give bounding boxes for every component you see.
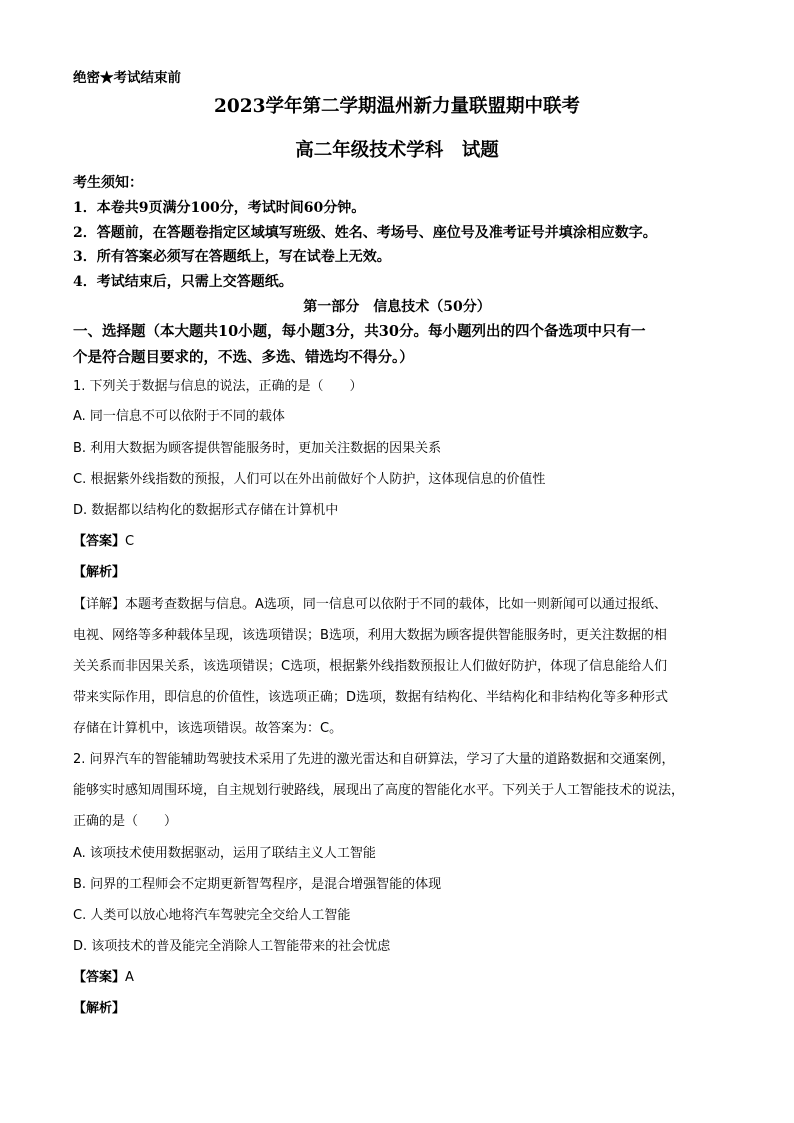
exam-subtitle: 高二年级技术学科 试题 [295,140,499,161]
question-2-stem-cont: 正确的是（ ） [73,814,178,829]
notice-item: 4．考试结束后，只需上交答题纸。 [73,274,293,290]
answer-value: C [125,534,135,549]
notice-item: 3．所有答案必须写在答题纸上，写在试卷上无效。 [73,249,391,265]
part-title: 第一部分 信息技术（50分） [303,299,491,315]
question-1-option-b: B. 利用大数据为顾客提供智能服务时，更加关注数据的因果关系 [73,441,442,456]
question-1-detail-line: 带来实际作用，即信息的价值性，该选项正确；D选项，数据有结构化、半结构化和非结构化等多种形式 [73,690,669,705]
question-1-option-c: C. 根据紫外线指数的预报，人们可以在外出前做好个人防护，这体现信息的价值性 [73,472,546,487]
question-1-option-d: D. 数据都以结构化的数据形式存储在计算机中 [73,503,339,518]
question-2-option-d: D. 该项技术的普及能完全消除人工智能带来的社会忧虑 [73,939,391,954]
notice-heading: 考生须知： [73,175,143,191]
section-heading: 一、选择题（本大题共10小题，每小题3分，共30分。每小题列出的四个备选项中只有一 [73,323,646,340]
question-1-analysis [73,561,125,580]
question-2-option-c: C. 人类可以放心地将汽车驾驶完全交给人工智能 [73,908,351,923]
section-heading-cont: 个是符合题目要求的，不选、多选、错选均不得分。） [73,349,414,366]
question-1-detail-line: 存储在计算机中，该选项错误。故答案为：C。 [73,721,343,736]
answer-label: 【答案】 [73,970,126,985]
question-2-option-b: B. 问界的工程师会不定期更新智驾程序，是混合增强智能的体现 [73,877,442,892]
question-1-option-a: A. 同一信息不可以依附于不同的载体 [73,409,285,424]
answer-label: 【答案】 [73,534,126,549]
analysis-label: 【解析】 [73,1001,126,1016]
exam-title: 2023学年第二学期温州新力量联盟期中联考 [214,96,580,117]
question-1-detail-line: 电视、网络等多种载体呈现，该选项错误；B选项，利用大数据为顾客提供智能服务时，更关注数据的相 [73,628,667,643]
question-2-stem-cont: 能够实时感知周围环境，自主规划行驶路线，展现出了高度的智能化水平。下列关于人工智能技术的说法， [73,783,685,798]
question-1-detail-line: 【详解】本题考查数据与信息。A选项，同一信息可以依附于不同的载体，比如一则新闻可以通过报纸、 [73,597,667,612]
notice-item: 2．答题前，在答题卷指定区域填写班级、姓名、考场号、座位号及准考证号并填涂相应数字。 [73,225,657,241]
question-2-analysis [73,997,125,1016]
question-2-answer [73,966,134,985]
question-1-detail-line: 关关系而非因果关系，该选项错误；C选项，根据紫外线指数预报让人们做好防护，体现了信息能给人们 [73,659,668,674]
answer-value: A [125,970,134,985]
analysis-label: 【解析】 [73,565,126,580]
question-1-stem: 1. 下列关于数据与信息的说法，正确的是（ ） [73,379,363,394]
question-2-stem: 2. 问界汽车的智能辅助驾驶技术采用了先进的激光雷达和自研算法，学习了大量的道路数据和交通案例， [73,752,675,767]
question-1-answer [73,530,134,549]
confidential-label: 绝密★考试结束前 [73,70,181,86]
notice-item: 1．本卷共9页满分100分，考试时间60分钟。 [73,200,366,216]
question-2-option-a: A. 该项技术使用数据驱动，运用了联结主义人工智能 [73,846,376,861]
